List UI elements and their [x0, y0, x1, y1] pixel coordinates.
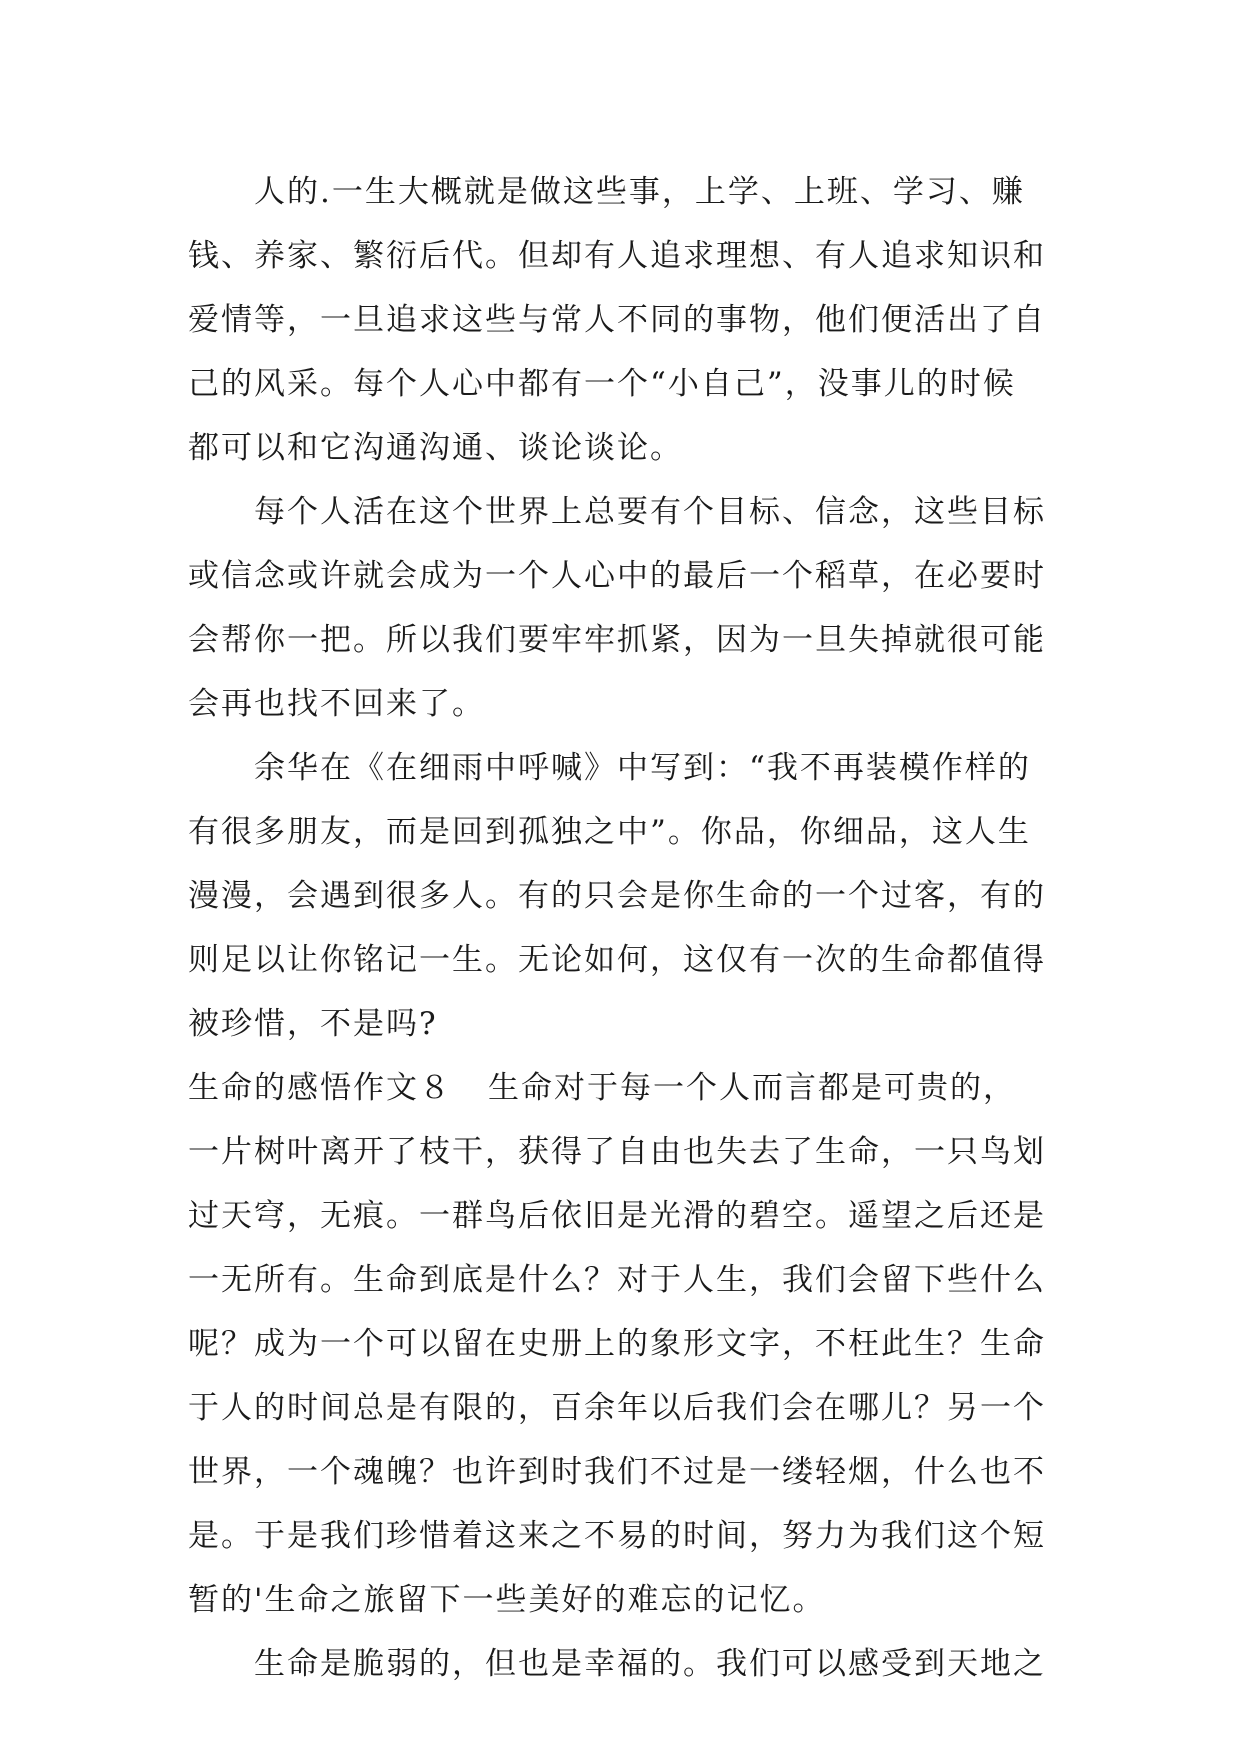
- text-line: 于人的时间总是有限的，百余年以后我们会在哪儿？另一个: [188, 1390, 1046, 1426]
- text-line: 生命是脆弱的，但也是幸福的。我们可以感受到天地之: [254, 1646, 1046, 1682]
- text-line: 己的风采。每个人心中都有一个“小自己”，没事儿的时候: [188, 366, 1016, 402]
- text-line: 会帮你一把。所以我们要牢牢抓紧，因为一旦失掉就很可能: [188, 622, 1046, 658]
- text-line: 漫漫，会遇到很多人。有的只会是你生命的一个过客，有的: [188, 878, 1046, 914]
- text-line: 世界，一个魂魄？也许到时我们不过是一缕轻烟，什么也不: [188, 1454, 1046, 1490]
- section-heading-line: [188, 1056, 1056, 1120]
- text-line: 则足以让你铭记一生。无论如何，这仅有一次的生命都值得: [188, 942, 1046, 978]
- text-line: 爱情等，一旦追求这些与常人不同的事物，他们便活出了自: [188, 302, 1046, 338]
- document-body: [188, 160, 1056, 1696]
- text-line: 呢？成为一个可以留在史册上的象形文字，不枉此生？生命: [188, 1326, 1046, 1362]
- text-line: 过天穹，无痕。一群鸟后依旧是光滑的碧空。遥望之后还是: [188, 1198, 1046, 1234]
- text-line: 一片树叶离开了枝干，获得了自由也失去了生命，一只鸟划: [188, 1134, 1046, 1170]
- text-line: 或信念或许就会成为一个人心中的最后一个稻草，在必要时: [188, 558, 1046, 594]
- text-line: 暂的'生命之旅留下一些美好的难忘的记忆。: [188, 1582, 826, 1618]
- text-line: 人的.一生大概就是做这些事，上学、上班、学习、赚: [254, 174, 1025, 210]
- text-line: 是。于是我们珍惜着这来之不易的时间，努力为我们这个短: [188, 1518, 1046, 1554]
- text-line: 被珍惜，不是吗?: [188, 1006, 438, 1042]
- text-line: 会再也找不回来了。: [188, 686, 485, 722]
- text-line: 钱、养家、繁衍后代。但却有人追求理想、有人追求知识和: [188, 238, 1046, 274]
- text-line: 都可以和它沟通沟通、谈论谈论。: [188, 430, 683, 466]
- section-title: 生命的感悟作文８: [188, 1070, 452, 1106]
- text-line: 有很多朋友，而是回到孤独之中”。你品，你细品，这人生: [188, 814, 1031, 850]
- text-line: 一无所有。生命到底是什么？对于人生，我们会留下些什么: [188, 1262, 1046, 1298]
- text-line: 每个人活在这个世界上总要有个目标、信念，这些目标: [254, 494, 1046, 530]
- section-first-line: 生命对于每一个人而言都是可贵的，: [488, 1070, 1016, 1106]
- text-line: 余华在《在细雨中呼喊》中写到：“我不再装模作样的: [254, 750, 1031, 786]
